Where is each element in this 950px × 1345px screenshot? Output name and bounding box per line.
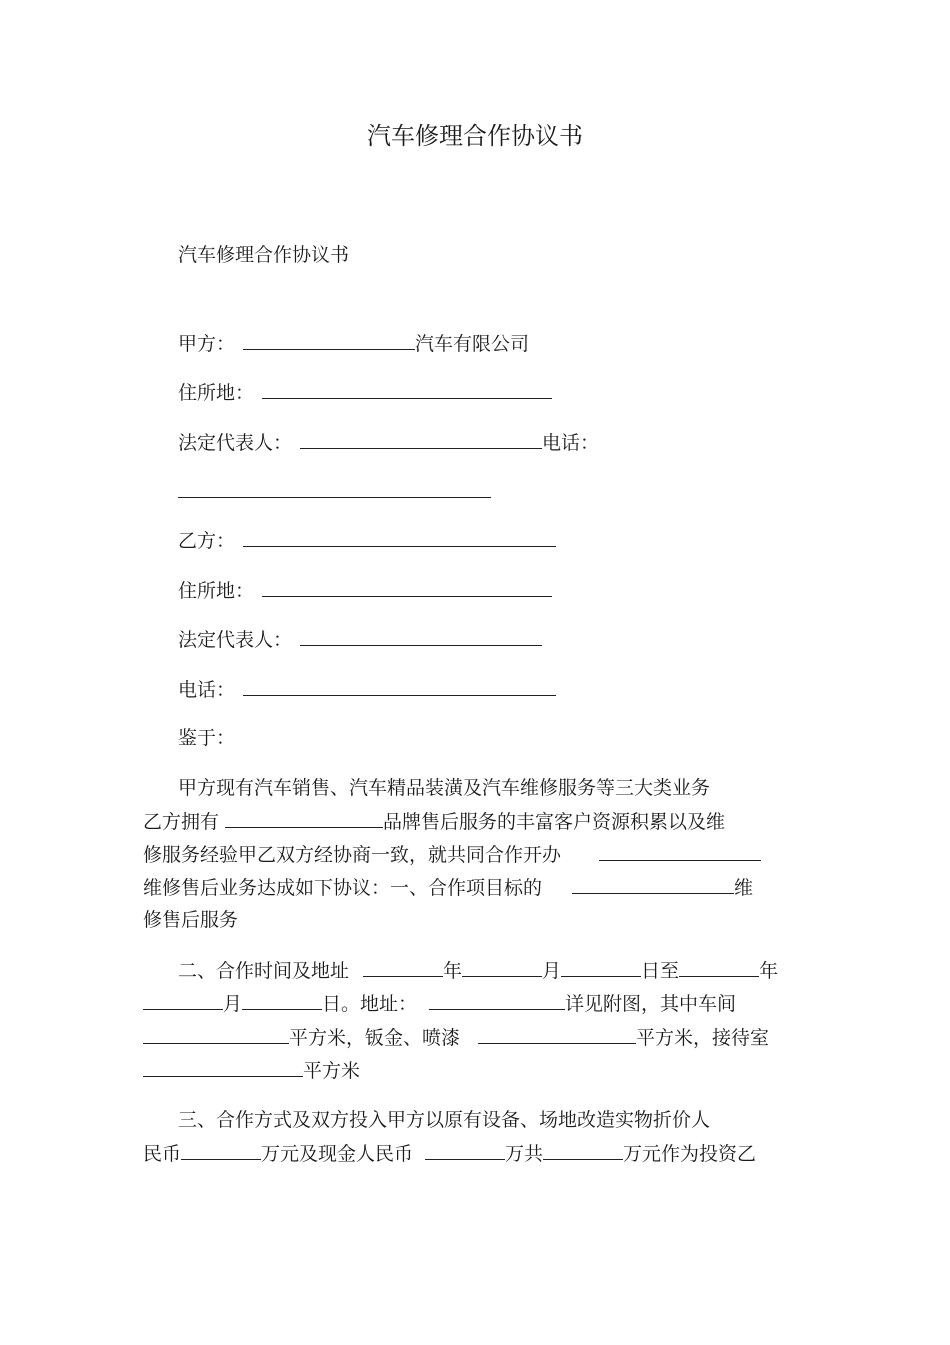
total-value-blank[interactable] [543, 1140, 623, 1160]
party-a-address-label: 住所地： [178, 382, 255, 404]
end-year-blank[interactable] [679, 957, 759, 977]
party-a-address-blank[interactable] [262, 379, 552, 399]
party-b-address-line [178, 577, 552, 604]
paint-area-blank[interactable] [478, 1024, 636, 1044]
party-b-label: 乙方： [178, 530, 236, 552]
para1-l4-text: 维修售后业务达成如下协议：一、合作项目标的 [143, 877, 543, 899]
party-a-phone-line [178, 478, 491, 505]
party-b-line [178, 527, 556, 554]
address-blank[interactable] [429, 990, 565, 1010]
para1-l4-suffix: 维 [734, 877, 754, 899]
para3-line2 [143, 1140, 756, 1167]
workshop-area-blank[interactable] [143, 1024, 289, 1044]
project-blank[interactable] [572, 874, 734, 894]
whereas-label: 鉴于： [178, 727, 236, 749]
para2-line1 [178, 957, 778, 984]
brand-blank[interactable] [225, 808, 383, 828]
month-unit: 月 [542, 960, 562, 982]
document-title: 汽车修理合作协议书 [367, 122, 583, 150]
party-a-phone-label: 电话： [542, 432, 600, 454]
start-month-blank[interactable] [462, 957, 542, 977]
party-b-phone-label: 电话： [178, 679, 236, 701]
party-b-name-blank[interactable] [243, 527, 556, 547]
party-a-address-line [178, 379, 552, 406]
party-a-phone-blank[interactable] [178, 478, 491, 498]
reception-area-blank[interactable] [143, 1057, 303, 1077]
para2-sqm-c: 平方米 [303, 1060, 361, 1082]
venture-name-blank[interactable] [599, 841, 761, 861]
party-b-rep-line [178, 626, 542, 653]
para2-line2 [143, 990, 736, 1017]
para3-l2-d: 万元作为投资乙 [623, 1143, 757, 1165]
party-b-rep-label: 法定代表人： [178, 629, 293, 651]
para3-l2-a: 民币 [143, 1143, 182, 1165]
party-a-label: 甲方： [178, 333, 236, 355]
party-a-name-blank[interactable] [243, 330, 415, 350]
para1-l2-suffix: 品牌售后服务的丰富客户资源积累以及维 [383, 811, 726, 833]
para3-l2-b: 万元及现金人民币 [261, 1143, 414, 1165]
party-a-suffix: 汽车有限公司 [415, 333, 530, 355]
para1-line3 [143, 841, 761, 868]
end-year-unit: 年 [759, 960, 779, 982]
para1-line1: 甲方现有汽车销售、汽车精品装潢及汽车维修服务等三大类业务 [178, 777, 711, 799]
cash-value-blank[interactable] [425, 1140, 505, 1160]
end-month-unit: 月 [223, 993, 243, 1015]
party-b-address-blank[interactable] [262, 577, 552, 597]
day-to-unit: 日至 [641, 960, 680, 982]
para1-l3-text: 修服务经验甲乙双方经协商一致，就共同合作开办 [143, 844, 562, 866]
para1-line5: 修售后服务 [143, 909, 239, 931]
party-a-rep-label: 法定代表人： [178, 432, 293, 454]
start-day-blank[interactable] [561, 957, 641, 977]
para2-line3 [143, 1024, 769, 1051]
party-b-address-label: 住所地： [178, 580, 255, 602]
para1-line4 [143, 874, 753, 901]
para2-l2-tail: 详见附图，其中车间 [565, 993, 737, 1015]
party-a-rep-line [178, 429, 599, 456]
para2-line4 [143, 1057, 360, 1084]
asset-value-blank[interactable] [181, 1140, 261, 1160]
para2-l1-label: 二、合作时间及地址 [178, 960, 350, 982]
party-a-line [178, 330, 529, 357]
document-subtitle: 汽车修理合作协议书 [178, 244, 350, 266]
para2-sqm-a: 平方米，钣金、喷漆 [289, 1027, 461, 1049]
start-year-blank[interactable] [363, 957, 443, 977]
para2-sqm-b: 平方米，接待室 [636, 1027, 770, 1049]
para3-line1: 三、合作方式及双方投入甲方以原有设备、场地改造实物折价人 [178, 1109, 711, 1131]
party-b-phone-line [178, 676, 556, 703]
year-unit: 年 [443, 960, 463, 982]
para2-l2-day: 日。地址： [322, 993, 418, 1015]
party-b-rep-blank[interactable] [300, 626, 542, 646]
para1-line2 [143, 808, 725, 835]
party-a-rep-blank[interactable] [300, 429, 542, 449]
end-month-blank[interactable] [143, 990, 223, 1010]
para1-l2-prefix: 乙方拥有 [143, 811, 220, 833]
party-b-phone-blank[interactable] [243, 676, 556, 696]
end-day-blank[interactable] [242, 990, 322, 1010]
para3-l2-c: 万共 [505, 1143, 544, 1165]
